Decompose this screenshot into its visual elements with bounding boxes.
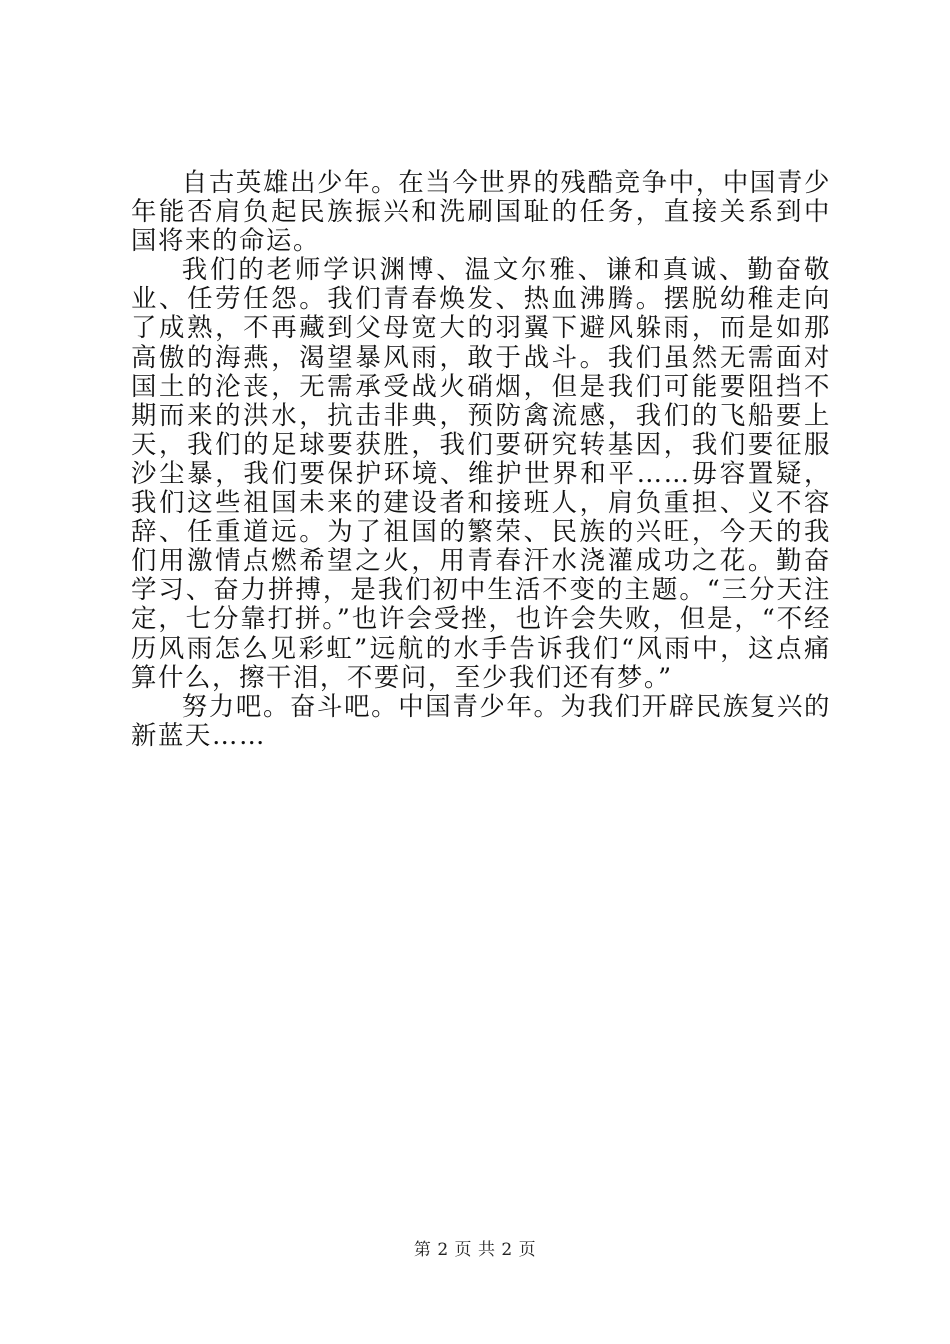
paragraph-3: 努力吧。奋斗吧。中国青少年。为我们开辟民族复兴的新蓝天……	[131, 690, 831, 750]
paragraph-1: 自古英雄出少年。在当今世界的残酷竞争中，中国青少年能否肩负起民族振兴和洗刷国耻的任务，直接关系到中国将来的命运。	[131, 167, 831, 256]
document-body	[131, 168, 831, 750]
page-number-label: 第 2 页 共 2 页	[413, 1240, 537, 1260]
page-footer	[0, 1239, 950, 1261]
paragraph-2: 我们的老师学识渊博、温文尔雅、谦和真诚、勤奋敬业、任劳任怨。我们青春焕发、热血沸腾。摆脱幼稚走向了成熟，不再藏到父母宽大的羽翼下避风躲雨，而是如那高傲的海燕，渴望暴风雨，敢于战斗。我们虽然无需面对国土的沦丧，无需承受战火硝烟，但是我们可能要阻挡不期而来的洪水，抗击非典，预防禽流感，我们的飞船要上天，我们的足球要获胜，我们要研究转基因，我们要征服沙尘暴，我们要保护环境、维护世界和平……毋容置疑，我们这些祖国未来的建设者和接班人，肩负重担、义不容辞、任重道远。为了祖国的繁荣、民族的兴旺，今天的我们用激情点燃希望之火，用青春汗水浇灌成功之花。勤奋学习、奋力拼搏，是我们初中生活不变的主题。“三分天注定，七分靠打拼。”也许会受挫，也许会失败，但是，“不经历风雨怎么见彩虹”远航的水手告诉我们“风雨中，这点痛算什么，擦干泪，不要问，至少我们还有梦。”	[131, 254, 831, 692]
